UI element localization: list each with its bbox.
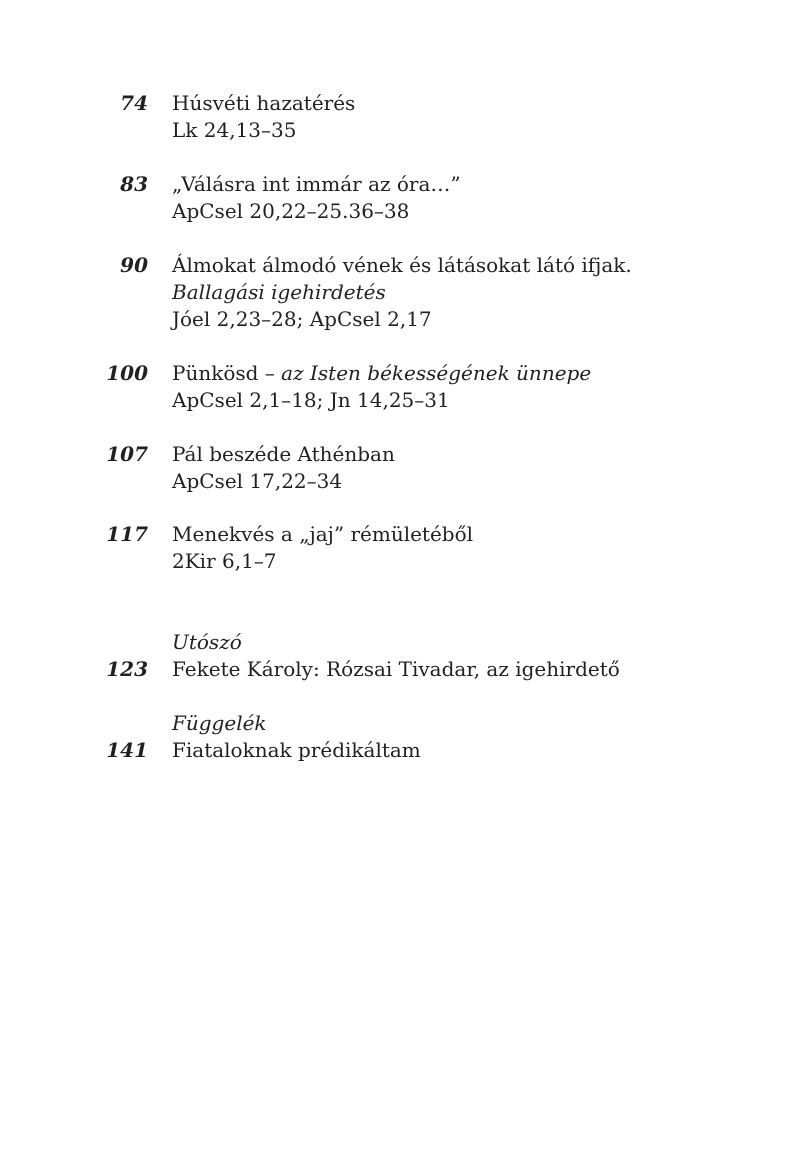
- entry-reference: Jóel 2,23–28; ApCsel 2,17: [172, 307, 432, 331]
- entry-title-plain: Pünkösd –: [172, 361, 282, 385]
- section-heading-wrap: [172, 710, 772, 737]
- section-heading-wrap: [172, 629, 772, 656]
- entry-text: [172, 171, 772, 225]
- page-number: 117: [106, 522, 148, 546]
- page-number: 74: [120, 91, 148, 115]
- entry-title: Álmokat álmodó vének és látásokat látó ifjak.: [172, 253, 632, 277]
- section-heading: Utószó: [172, 630, 242, 654]
- page-number: 107: [106, 442, 148, 466]
- entry-reference: ApCsel 17,22–34: [172, 469, 343, 493]
- entry-text: [172, 441, 772, 495]
- entry-title: Pál beszéde Athénban: [172, 442, 395, 466]
- page-number: 83: [120, 172, 148, 196]
- entry-title: Fiataloknak prédikáltam: [172, 738, 421, 762]
- entry-title: Menekvés a „jaj” rémületéből: [172, 522, 474, 546]
- entry-text: [172, 656, 772, 683]
- entry-subtitle: Ballagási igehirdetés: [172, 280, 386, 304]
- page-number: 123: [106, 657, 148, 681]
- entry-title-italic: az Isten békességének ünnepe: [281, 361, 592, 385]
- entry-reference: Lk 24,13–35: [172, 118, 297, 142]
- entry-reference: ApCsel 20,22–25.36–38: [172, 199, 410, 223]
- page-number: 141: [106, 738, 148, 762]
- section-heading: Függelék: [172, 711, 267, 735]
- entry-text: [172, 252, 772, 333]
- entry-title: Fekete Károly: Rózsai Tivadar, az igehirdető: [172, 657, 620, 681]
- entry-reference: 2Kir 6,1–7: [172, 549, 277, 573]
- entry-title: „Válásra int immár az óra…”: [172, 172, 461, 196]
- page-number: 100: [106, 361, 148, 385]
- entry-title: [172, 360, 772, 387]
- page-number: 90: [120, 253, 148, 277]
- entry-text: [172, 737, 772, 764]
- entry-reference: ApCsel 2,1–18; Jn 14,25–31: [172, 388, 450, 412]
- entry-text: [172, 90, 772, 144]
- entry-text: [172, 521, 772, 575]
- entry-text: [172, 360, 772, 414]
- entry-title: Húsvéti hazatérés: [172, 91, 356, 115]
